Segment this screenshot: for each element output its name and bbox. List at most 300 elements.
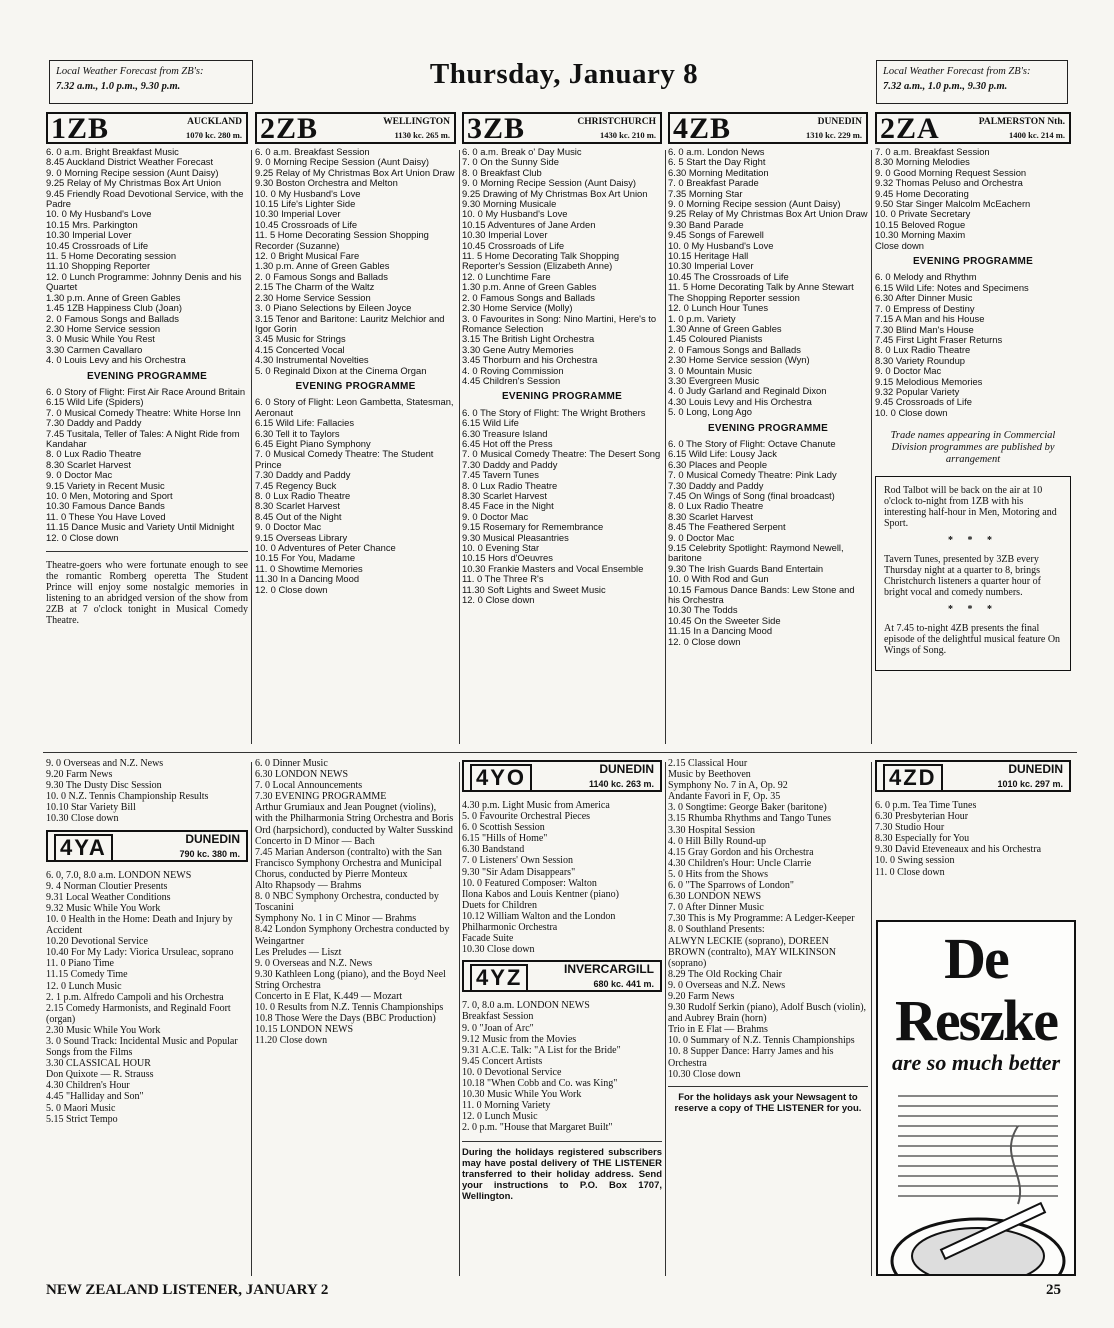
programme-item: 10.30 Close down bbox=[462, 944, 535, 956]
programme-item: 1.30 p.m. Anne of Green Gables bbox=[46, 291, 181, 303]
programme-list bbox=[462, 800, 662, 955]
programme-item: 6. 0 a.m. Bright Breakfast Music bbox=[46, 146, 179, 157]
programme-item: 8.45 Face in the Night bbox=[462, 500, 554, 512]
programme-item: 3. 0 Sound Track: Incidental Music and Popular Songs from the Films bbox=[46, 1035, 238, 1059]
cigarette-ashtray-illustration bbox=[878, 1076, 1074, 1276]
programme-item: 11.15 In a Dancing Mood bbox=[668, 625, 773, 637]
programme-item: 9.32 Popular Variety bbox=[875, 385, 960, 397]
programme-item: 7. 0 On the Sunny Side bbox=[462, 156, 559, 168]
programme-list bbox=[46, 758, 248, 825]
programme-item: 7. 0 Listeners' Own Session bbox=[462, 855, 573, 867]
programme-item: 10.15 Adventures of Jane Arden bbox=[462, 218, 596, 230]
programme-item: 6. 0 Melody and Rhythm bbox=[875, 271, 977, 283]
station-city: AUCKLAND bbox=[187, 117, 242, 127]
station-city: WELLINGTON bbox=[383, 117, 450, 127]
programme-item: 10.15 Mrs. Parkington bbox=[46, 218, 138, 230]
station-frequency: 1430 kc. 210 m. bbox=[600, 130, 656, 140]
programme-item: 10.15 Hors d'Oeuvres bbox=[462, 552, 553, 564]
programme-item: 4.30 Instrumental Novelties bbox=[255, 354, 369, 366]
weather-times: 7.32 a.m., 1.0 p.m., 9.30 p.m. bbox=[56, 81, 181, 92]
programme-item: 2.15 Classical Hour bbox=[668, 758, 748, 769]
programme-item: 9.15 Rosemary for Remembrance bbox=[462, 521, 604, 533]
programme-item: 9. 0 Morning Recipe session (Aunt Daisy) bbox=[668, 198, 841, 210]
programme-item: 7. 0 Musical Comedy Theatre: The Student Prince bbox=[255, 448, 434, 470]
programme-item: 5. 0 Reginald Dixon at the Cinema Organ bbox=[255, 364, 427, 376]
programme-item: 1.30 Anne of Green Gables bbox=[668, 322, 782, 334]
station-header-4ya bbox=[46, 830, 248, 862]
station-city: DUNEDIN bbox=[599, 762, 654, 776]
announcement: Tavern Tunes, presented by 3ZB every Thursday night at a quarter to 8, brings Christchurch listeners a quarter hour of bright vocal and comedy numbers. bbox=[884, 554, 1041, 599]
station-header-4zd bbox=[875, 760, 1071, 792]
programme-item: 6.30 Treasure Island bbox=[462, 427, 548, 439]
programme-item: 9.25 Relay of My Christmas Box Art Union Draw bbox=[255, 166, 455, 178]
station-frequency: 1070 kc. 280 m. bbox=[186, 130, 242, 140]
programme-item: 4. 0 Louis Levy and his Orchestra bbox=[46, 354, 186, 366]
programme-item: 10. 0 Health in the Home: Death and Injury by Accident bbox=[46, 913, 233, 937]
programme-item: 10.15 Famous Dance Bands: Lew Stone and his Orchestra bbox=[668, 583, 855, 606]
programme-item: 11. 5 Home Decorating Talk by Anne Stewart bbox=[668, 281, 854, 293]
programme-item: 9.30 Band Parade bbox=[668, 218, 744, 230]
station-frequency: 1310 kc. 229 m. bbox=[806, 130, 862, 140]
programme-item: 8.30 Scarlet Harvest bbox=[255, 500, 340, 512]
programme-item: 8.45 Out of the Night bbox=[255, 510, 342, 522]
station-header bbox=[46, 112, 248, 144]
programme-item: 12. 0 Bright Musical Fare bbox=[255, 250, 360, 262]
programme-item: 4.15 Concerted Vocal bbox=[255, 343, 345, 355]
programme-item: 7.35 Morning Star bbox=[668, 187, 743, 199]
programme-item: 7. 0 Local Announcements bbox=[255, 780, 363, 792]
programme-item: 3.30 Carmen Cavallaro bbox=[46, 343, 143, 355]
programme-item: 6.30 Morning Meditation bbox=[668, 166, 769, 178]
programme-item: 10.15 For You, Madame bbox=[255, 552, 356, 564]
programme-item: 10.30 Famous Dance Bands bbox=[46, 500, 165, 512]
programme-item: 7. 0 Musical Comedy Theatre: The Desert Song bbox=[462, 448, 661, 460]
programme-item: 10. 0 N.Z. Tennis Championship Results bbox=[46, 791, 209, 803]
programme-item: 9. 0 Overseas and N.Z. News bbox=[46, 758, 164, 769]
ad-slogan: are so much better bbox=[891, 1050, 1061, 1075]
programme-list bbox=[875, 800, 1071, 878]
programme-item: 3. 0 Music While You Rest bbox=[46, 333, 155, 345]
programme-item: 7. 0 Musical Comedy Theatre: White Horse Inn bbox=[46, 406, 241, 418]
programme-item: 6. 0 p.m. Tea Time Tunes bbox=[875, 800, 977, 811]
station-header bbox=[255, 112, 456, 144]
programme-item: 7.30 EVENING PROGRAMME bbox=[255, 791, 387, 803]
trade-names-note: Trade names appearing in Commercial Division programmes are published by arrangement bbox=[890, 430, 1056, 466]
station-3zb bbox=[462, 112, 662, 744]
programme-item: 11. 0 Piano Time bbox=[46, 958, 114, 970]
programme-item: 9.45 Songs of Farewell bbox=[668, 229, 764, 241]
evening-programme-heading: EVENING PROGRAMME bbox=[295, 380, 416, 392]
programme-item: 11.30 Soft Lights and Sweet Music bbox=[462, 583, 606, 595]
programme-item: 3. 0 Songtime: George Baker (baritone) bbox=[668, 802, 827, 814]
programme-item: 8.30 Variety Roundup bbox=[875, 354, 965, 366]
programme-item: 9.50 Star Singer Malcolm McEachern bbox=[875, 198, 1031, 210]
programme-item: 3.15 Tenor and Baritone: Lauritz Melchior and Igor Gorin bbox=[255, 312, 445, 334]
programme-item: 4.45 Children's Session bbox=[462, 374, 561, 386]
programme-list bbox=[46, 147, 248, 543]
programme-item: 7. 0 a.m. Breakfast Session bbox=[875, 146, 990, 157]
programme-item: 4.30 p.m. Light Music from America bbox=[462, 800, 610, 811]
programme-item: 7. 0 After Dinner Music bbox=[668, 902, 764, 914]
programme-item: 9.15 Overseas Library bbox=[255, 531, 348, 543]
programme-item: 8.30 Morning Melodies bbox=[875, 156, 970, 168]
programme-item: 6.30 Bandstand bbox=[462, 844, 525, 856]
programme-item: 3.45 Thorburn and his Orchestra bbox=[462, 354, 598, 366]
programme-item: 11. 0 Morning Variety bbox=[462, 1100, 551, 1112]
programme-item: 11.30 In a Dancing Mood bbox=[255, 573, 360, 585]
station-city: DUNEDIN bbox=[817, 117, 862, 127]
programme-item: 5. 0 Maori Music bbox=[46, 1102, 116, 1114]
programme-item: 10.30 Imperial Lover bbox=[668, 260, 754, 272]
programme-item: Close down bbox=[875, 239, 924, 251]
programme-item: 8. 0 NBC Symphony Orchestra, conducted by Toscanini bbox=[255, 891, 439, 914]
programme-item: 9.15 Celebrity Spotlight: Raymond Newell, baritone bbox=[668, 542, 844, 564]
programme-item: 10. 0 Men, Motoring and Sport bbox=[46, 490, 173, 501]
programme-item: 9.30 Boston Orchestra and Melton bbox=[255, 177, 398, 189]
station-callsign: 1ZB bbox=[51, 112, 110, 145]
programme-item: 8. 0 Southland Presents: bbox=[668, 924, 765, 936]
programme-item: 10.15 LONDON NEWS bbox=[255, 1024, 354, 1036]
programme-item: Concerto in E Flat, K.449 — Mozart bbox=[255, 990, 403, 1002]
programme-item: 12. 0 Lunch Hour Tunes bbox=[668, 302, 769, 314]
station-city: INVERCARGILL bbox=[564, 962, 654, 977]
programme-item: 9. 0 Morning Recipe Session (Aunt Daisy) bbox=[255, 156, 430, 168]
programme-item: 6. 0 The Story of Flight: The Wright Brothers bbox=[462, 406, 646, 418]
programme-item: 11.20 Close down bbox=[255, 1035, 328, 1047]
programme-item: 8.30 Especially for You bbox=[875, 833, 970, 845]
weather-heading: Local Weather Forecast from ZB's: bbox=[883, 66, 1031, 77]
programme-item: ALWYN LECKIE (soprano), DOREEN BROWN (contralto), MAY WILKINSON (soprano) bbox=[668, 935, 836, 969]
programme-item: 7.30 Daddy and Paddy bbox=[46, 417, 142, 429]
programme-item: 2.30 Home Service Session bbox=[255, 291, 371, 303]
station-callsign: 4YZ bbox=[470, 964, 528, 992]
programme-item: 6. 0 Dinner Music bbox=[255, 758, 328, 769]
programme-item: 10. 0 Summary of N.Z. Tennis Championships bbox=[668, 1035, 855, 1047]
programme-item: 9. 0 Overseas and N.Z. News bbox=[255, 957, 373, 969]
programme-item: 6. 0 "The Sparrows of London" bbox=[668, 880, 794, 892]
programme-item: 3. 0 Favourites in Song: Nino Martini, Here's to Romance Selection bbox=[462, 312, 657, 334]
programme-item: 10.30 Imperial Lover bbox=[462, 229, 548, 241]
programme-item: 9.30 Kathleen Long (piano), and the Boyd Neel String Orchestra bbox=[255, 968, 446, 991]
page-title: Thursday, January 8 bbox=[429, 58, 699, 90]
de-reszke-advertisement bbox=[876, 920, 1076, 1276]
programme-item: 10.15 Heritage Hall bbox=[668, 250, 749, 262]
programme-item: 4.30 Children's Hour: Uncle Clarrie bbox=[668, 857, 812, 869]
programme-item: 9. 0 Doctor Mac bbox=[668, 531, 735, 543]
feature-note: Theatre-goers who were fortunate enough to see the romantic Romberg operetta The Student Prince will enjoy some nostalgic memories in listening to an abridged version of the show from 2ZB at 7 o'clock tonight in Musical Comedy Theatre. bbox=[46, 551, 248, 626]
station-2za bbox=[875, 112, 1071, 744]
programme-item: 1.45 1ZB Happiness Club (Joan) bbox=[46, 302, 183, 314]
programme-item: 6.15 Wild Life: Lousy Jack bbox=[668, 448, 777, 460]
programme-item: 9.20 Farm News bbox=[668, 990, 735, 1002]
programme-item: 6.30 Places and People bbox=[668, 458, 768, 470]
programme-item: Arthur Grumiaux and Jean Pougnet (violins), with the Philharmonia String Orchestra and Boris Ord (harpsichord), conducted by Walter Susskind bbox=[255, 802, 454, 836]
programme-item: 8.30 Scarlet Harvest bbox=[462, 490, 547, 501]
programme-item: 1.30 p.m. Anne of Green Gables bbox=[462, 281, 597, 293]
programme-item: 2. 0 Famous Songs and Ballads bbox=[462, 291, 595, 303]
station-frequency: 680 kc. 441 m. bbox=[593, 979, 654, 990]
programme-item: 7.45 Marian Anderson (contralto) with the San Francisco Symphony Orchestra and Municipal Chorus, conducted by Pierre Monteux bbox=[255, 846, 442, 880]
station-callsign: 2ZB bbox=[260, 112, 319, 145]
programme-item: 10. 0 Devotional Service bbox=[462, 1066, 562, 1078]
programme-item: 10.30 Close down bbox=[668, 1068, 741, 1080]
programme-item: 2. 1 p.m. Alfredo Campoli and his Orchestra bbox=[46, 991, 224, 1003]
programme-item: Symphony No. 7 in A, Op. 92 bbox=[668, 780, 788, 792]
programme-item: 7.30 Daddy and Paddy bbox=[255, 469, 351, 481]
programme-item: 10. 0 Evening Star bbox=[462, 542, 540, 554]
programme-item: 6.45 Eight Piano Symphony bbox=[255, 437, 371, 449]
programme-item: 3.30 Hospital Session bbox=[668, 824, 755, 836]
programme-item: 10. 0 My Husband's Love bbox=[46, 208, 152, 220]
programme-item: 6.30 Tell it to Taylors bbox=[255, 427, 340, 439]
programme-item: 7. 0, 8.0 a.m. LONDON NEWS bbox=[462, 1000, 590, 1012]
programme-item: 11. 5 Home Decorating Talk Shopping Reporter's Session (Elizabeth Anne) bbox=[462, 250, 620, 272]
programme-item: 6. 0 The Story of Flight: Octave Chanute bbox=[668, 437, 836, 449]
programme-item: 4. 0 Roving Commission bbox=[462, 364, 564, 376]
bottom-column-5 bbox=[875, 758, 1071, 878]
station-header-4yz bbox=[462, 960, 662, 992]
programme-item: 9. 0 Overseas and N.Z. News bbox=[668, 979, 786, 991]
programme-item: 9.30 "Sir Adam Disappears" bbox=[462, 866, 576, 878]
programme-item: 10.20 Devotional Service bbox=[46, 936, 148, 948]
programme-list bbox=[462, 1000, 662, 1133]
programme-item: 11. 0 Showtime Memories bbox=[255, 562, 363, 574]
programme-item: 5. 0 Long, Long Ago bbox=[668, 406, 752, 418]
programme-item: 8.45 Auckland District Weather Forecast bbox=[46, 156, 214, 168]
programme-item: 7.45 First Light Fraser Returns bbox=[875, 333, 1003, 345]
programme-item: 9. 0 Morning Recipe Session (Aunt Daisy) bbox=[462, 177, 637, 189]
evening-programme-heading: EVENING PROGRAMME bbox=[912, 256, 1034, 268]
programme-item: 5. 0 Favourite Orchestral Pieces bbox=[462, 811, 591, 823]
programme-item: 8.29 The Old Rocking Chair bbox=[668, 968, 782, 980]
programme-list bbox=[668, 147, 868, 647]
programme-item: 9. 4 Norman Cloutier Presents bbox=[46, 880, 168, 892]
programme-item: 6. 0 Story of Flight: First Air Race Around Britain bbox=[46, 385, 246, 397]
programme-item: 7.45 On Wings of Song (final broadcast) bbox=[668, 490, 835, 501]
programme-item: 6.15 "Hills of Home" bbox=[462, 833, 548, 845]
station-callsign: 2ZA bbox=[880, 112, 940, 145]
programme-item: 5.15 Strict Tempo bbox=[46, 1113, 118, 1125]
programme-list bbox=[46, 870, 248, 1125]
programme-item: 10.30 Music While You Work bbox=[462, 1089, 582, 1101]
programme-item: 10.30 Morning Maxim bbox=[875, 229, 966, 241]
programme-item: 9. 0 "Joan of Arc" bbox=[462, 1022, 534, 1034]
programme-item: 12. 0 Lunch Programme: Johnny Denis and his Quartet bbox=[46, 270, 242, 293]
station-city: CHRISTCHURCH bbox=[577, 117, 656, 127]
programme-item: 9.45 Crossroads of Life bbox=[875, 396, 972, 408]
programme-item: 8.45 The Feathered Serpent bbox=[668, 521, 786, 533]
programme-item: 11.10 Shopping Reporter bbox=[46, 260, 151, 272]
bottom-column-4 bbox=[668, 758, 868, 1114]
programme-item: 1.30 p.m. Anne of Green Gables bbox=[255, 260, 390, 272]
evening-programme-heading: EVENING PROGRAMME bbox=[707, 422, 829, 434]
programme-item: 10. 0 My Husband's Love bbox=[668, 239, 774, 251]
programme-item: 2.30 Home Service session (Wyn) bbox=[668, 354, 810, 366]
programme-item: 9.25 Relay of My Christmas Box Art Union Draw bbox=[668, 208, 868, 220]
programme-item: Duets for Children bbox=[462, 899, 537, 911]
programme-item: 8. 0 Lux Radio Theatre bbox=[46, 448, 142, 460]
programme-item: 9. 0 Doctor Mac bbox=[46, 469, 113, 481]
programme-item: 2. 0 Famous Songs and Ballads bbox=[255, 270, 388, 282]
programme-item: Ilona Kabos and Louis Kentner (piano) bbox=[462, 888, 619, 900]
programme-item: 3.45 Music for Strings bbox=[255, 333, 346, 345]
separator-stars: * * * bbox=[948, 604, 998, 616]
programme-item: 2.30 Home Service (Molly) bbox=[462, 302, 573, 314]
programme-item: 9.15 Variety in Recent Music bbox=[46, 479, 165, 491]
programme-item: 10.10 Star Variety Bill bbox=[46, 802, 136, 814]
programme-item: Breakfast Session bbox=[462, 1011, 534, 1023]
programme-item: Andante Favori in F, Op. 35 bbox=[668, 791, 781, 803]
postal-notice: During the holidays registered subscribers may have postal delivery of THE LISTENER transferred to their holiday address. Send your instructions to P.O. Box 1707, Wellington. bbox=[462, 1141, 662, 1202]
programme-item: 9.30 David Eteveneaux and his Orchestra bbox=[875, 844, 1042, 856]
programme-item: 3.15 The British Light Orchestra bbox=[462, 333, 595, 345]
programme-item: 8.30 Scarlet Harvest bbox=[668, 510, 753, 522]
programme-item: 8. 0 Lux Radio Theatre bbox=[668, 500, 764, 512]
programme-item: 9.31 A.C.E. Talk: "A List for the Bride" bbox=[462, 1044, 621, 1056]
programme-item: 12. 0 Lunchtime Fare bbox=[462, 270, 551, 282]
station-frequency: 1130 kc. 265 m. bbox=[394, 130, 450, 140]
evening-programme-heading: EVENING PROGRAMME bbox=[86, 370, 208, 382]
announcement: At 7.45 to-night 4ZB presents the final episode of the delightful musical feature On Wings of Song. bbox=[884, 623, 1061, 657]
programme-item: 6. 0 a.m. London News bbox=[668, 146, 765, 157]
programme-item: 2.15 Comedy Harmonists, and Reginald Foort (organ) bbox=[46, 1002, 231, 1025]
programme-item: 6.45 Hot off the Press bbox=[462, 437, 553, 449]
programme-item: 11.15 Dance Music and Variety Until Midnight bbox=[46, 521, 235, 533]
programme-item: 11. 0 The Three R's bbox=[462, 573, 544, 585]
separator-stars: * * * bbox=[948, 535, 998, 547]
programme-item: 11. 0 These You Have Loved bbox=[46, 510, 166, 522]
programme-item: 3.30 Evergreen Music bbox=[668, 374, 760, 386]
programme-item: 9.30 The Dusty Disc Session bbox=[46, 780, 162, 792]
programme-item: 2.15 The Charm of the Waltz bbox=[255, 281, 375, 293]
programme-item: 7.30 This is My Programme: A Ledger-Keeper bbox=[668, 913, 855, 925]
station-header bbox=[668, 112, 868, 144]
programme-item: 3. 0 Mountain Music bbox=[668, 364, 752, 376]
programme-item: 9.45 Home Decorating bbox=[875, 187, 969, 199]
programme-item: 7. 0 Breakfast Parade bbox=[668, 177, 759, 189]
station-callsign: 4YA bbox=[54, 834, 113, 862]
programme-item: 9.32 Thomas Peluso and Orchestra bbox=[875, 177, 1023, 189]
station-2zb bbox=[255, 112, 456, 744]
programme-item: 8. 0 Lux Radio Theatre bbox=[255, 490, 351, 501]
station-city: DUNEDIN bbox=[185, 831, 240, 846]
programme-item: 9.32 Music While You Work bbox=[46, 902, 161, 914]
programme-item: 10. 0 Private Secretary bbox=[875, 208, 971, 220]
programme-item: 4.15 Gray Gordon and his Orchestra bbox=[668, 846, 814, 858]
programme-item: 10.12 William Walton and the London Philharmonic Orchestra bbox=[462, 910, 616, 934]
evening-programme-heading: EVENING PROGRAMME bbox=[501, 391, 623, 403]
programme-item: 4.30 Children's Hour bbox=[46, 1080, 130, 1092]
programme-item: 7. 0 Empress of Destiny bbox=[875, 302, 975, 314]
programme-item: 2. 0 p.m. "House that Margaret Built" bbox=[462, 1122, 613, 1134]
programme-item: 6. 0 a.m. Breakfast Session bbox=[255, 146, 370, 157]
programme-item: 1.45 Coloured Pianists bbox=[668, 333, 763, 345]
programme-item: 10.45 On the Sweeter Side bbox=[668, 614, 781, 626]
programme-item: 9.12 Music from the Movies bbox=[462, 1033, 577, 1045]
programme-item: 4. 0 Hill Billy Round-up bbox=[668, 835, 767, 847]
programme-item: 6.15 Wild Life bbox=[462, 417, 519, 429]
programme-item: 10. 0 My Husband's Love bbox=[462, 208, 568, 220]
programme-item: 10.45 Crossroads of Life bbox=[255, 218, 358, 230]
programme-item: 7. 0 Musical Comedy Theatre: Pink Lady bbox=[668, 469, 837, 481]
station-header-4yo bbox=[462, 760, 662, 792]
programme-item: 12. 0 Close down bbox=[46, 531, 119, 543]
programme-item: 10. 0 Adventures of Peter Chance bbox=[255, 542, 396, 554]
bottom-column-1 bbox=[46, 758, 248, 1125]
programme-item: 12. 0 Lunch Music bbox=[462, 1111, 538, 1123]
station-frequency: 790 kc. 380 m. bbox=[179, 848, 240, 859]
programme-item: 8. 0 Lux Radio Theatre bbox=[875, 344, 971, 356]
station-frequency: 1140 kc. 263 m. bbox=[588, 779, 654, 789]
programme-item: Les Preludes — Liszt bbox=[255, 946, 342, 958]
programme-item: 6.30 Presbyterian Hour bbox=[875, 811, 969, 823]
programme-item: 10.15 Life's Lighter Side bbox=[255, 198, 356, 210]
programme-item: 3.30 CLASSICAL HOUR bbox=[46, 1058, 151, 1070]
programme-item: 12. 0 Close down bbox=[462, 594, 535, 606]
programme-item: 6.30 After Dinner Music bbox=[875, 292, 973, 304]
programme-item: 9.15 Melodious Memories bbox=[875, 375, 983, 387]
programme-item: 4.30 Louis Levy and His Orchestra bbox=[668, 395, 812, 407]
announcements-box bbox=[875, 476, 1071, 671]
programme-item: Facade Suite bbox=[462, 933, 514, 945]
programme-item: 7.45 Tavern Tunes bbox=[462, 469, 539, 481]
programme-item: Alto Rhapsody — Brahms bbox=[255, 880, 362, 892]
programme-item: 10.8 Those Were the Days (BBC Production) bbox=[255, 1013, 436, 1025]
station-1zb bbox=[46, 112, 248, 744]
programme-item: 10. 0 Swing session bbox=[875, 855, 955, 867]
programme-item: 10. 0 With Rod and Gun bbox=[668, 573, 769, 585]
footer-publication: NEW ZEALAND LISTENER, JANUARY 2 bbox=[46, 1282, 329, 1298]
programme-item: 10.18 "When Cobb and Co. was King" bbox=[462, 1077, 618, 1089]
programme-item: 10. 0 Results from N.Z. Tennis Championships bbox=[255, 1002, 444, 1014]
programme-item: 10. 0 Featured Composer: Walton bbox=[462, 877, 597, 889]
programme-list bbox=[462, 147, 662, 605]
programme-item: 10.30 Imperial Lover bbox=[255, 208, 341, 220]
programme-item: 9.31 Local Weather Conditions bbox=[46, 891, 171, 903]
programme-item: 7.45 Tusitala, Teller of Tales: A Night Ride from Kandahar bbox=[46, 427, 240, 449]
programme-item: 7.30 Blind Man's House bbox=[875, 323, 974, 335]
programme-list bbox=[875, 147, 1071, 418]
programme-list bbox=[668, 758, 868, 1080]
programme-item: 9.45 Concert Artists bbox=[462, 1055, 543, 1067]
station-city: DUNEDIN bbox=[1008, 762, 1063, 776]
programme-item: Concerto in D Minor — Bach bbox=[255, 835, 375, 847]
announcement: Rod Talbot will be back on the air at 10 o'clock to-night from 1ZB with his interesting half-hour in Men, Motoring and Sport. bbox=[884, 485, 1057, 530]
programme-item: 12. 0 Close down bbox=[255, 583, 328, 595]
programme-item: Don Quixote — R. Strauss bbox=[46, 1069, 154, 1081]
station-callsign: 4YO bbox=[470, 764, 532, 792]
station-callsign: 3ZB bbox=[467, 112, 526, 145]
programme-item: 9.30 The Irish Guards Band Entertain bbox=[668, 562, 824, 574]
programme-item: 9.45 Friendly Road Devotional Service, with the Padre bbox=[46, 187, 244, 210]
programme-item: 6. 5 Start the Day Right bbox=[668, 156, 766, 168]
holiday-notice: For the holidays ask your Newsagent to reserve a copy of THE LISTENER for you. bbox=[668, 1086, 868, 1115]
programme-item: 7.30 Daddy and Paddy bbox=[462, 458, 558, 470]
programme-item: 8.30 Scarlet Harvest bbox=[46, 458, 131, 470]
programme-item: 10.30 The Todds bbox=[668, 604, 738, 616]
programme-item: 3.30 Gene Autry Memories bbox=[462, 343, 574, 355]
programme-item: 3.15 Rhumba Rhythms and Tango Tunes bbox=[668, 813, 832, 825]
station-header bbox=[462, 112, 662, 144]
programme-item: 6. 0 Story of Flight: Leon Gambetta, Statesman, Aeronaut bbox=[255, 396, 454, 418]
programme-item: 10.30 Frankie Masters and Vocal Ensemble bbox=[462, 562, 644, 574]
programme-item: Symphony No. 1 in C Minor — Brahms bbox=[255, 913, 417, 925]
programme-item: 9. 0 Doctor Mac bbox=[875, 365, 942, 377]
programme-item: 12. 0 Lunch Music bbox=[46, 980, 122, 992]
programme-list bbox=[255, 147, 456, 595]
programme-item: 6.30 LONDON NEWS bbox=[255, 769, 349, 781]
programme-item: 8. 0 Lux Radio Theatre bbox=[462, 479, 558, 491]
